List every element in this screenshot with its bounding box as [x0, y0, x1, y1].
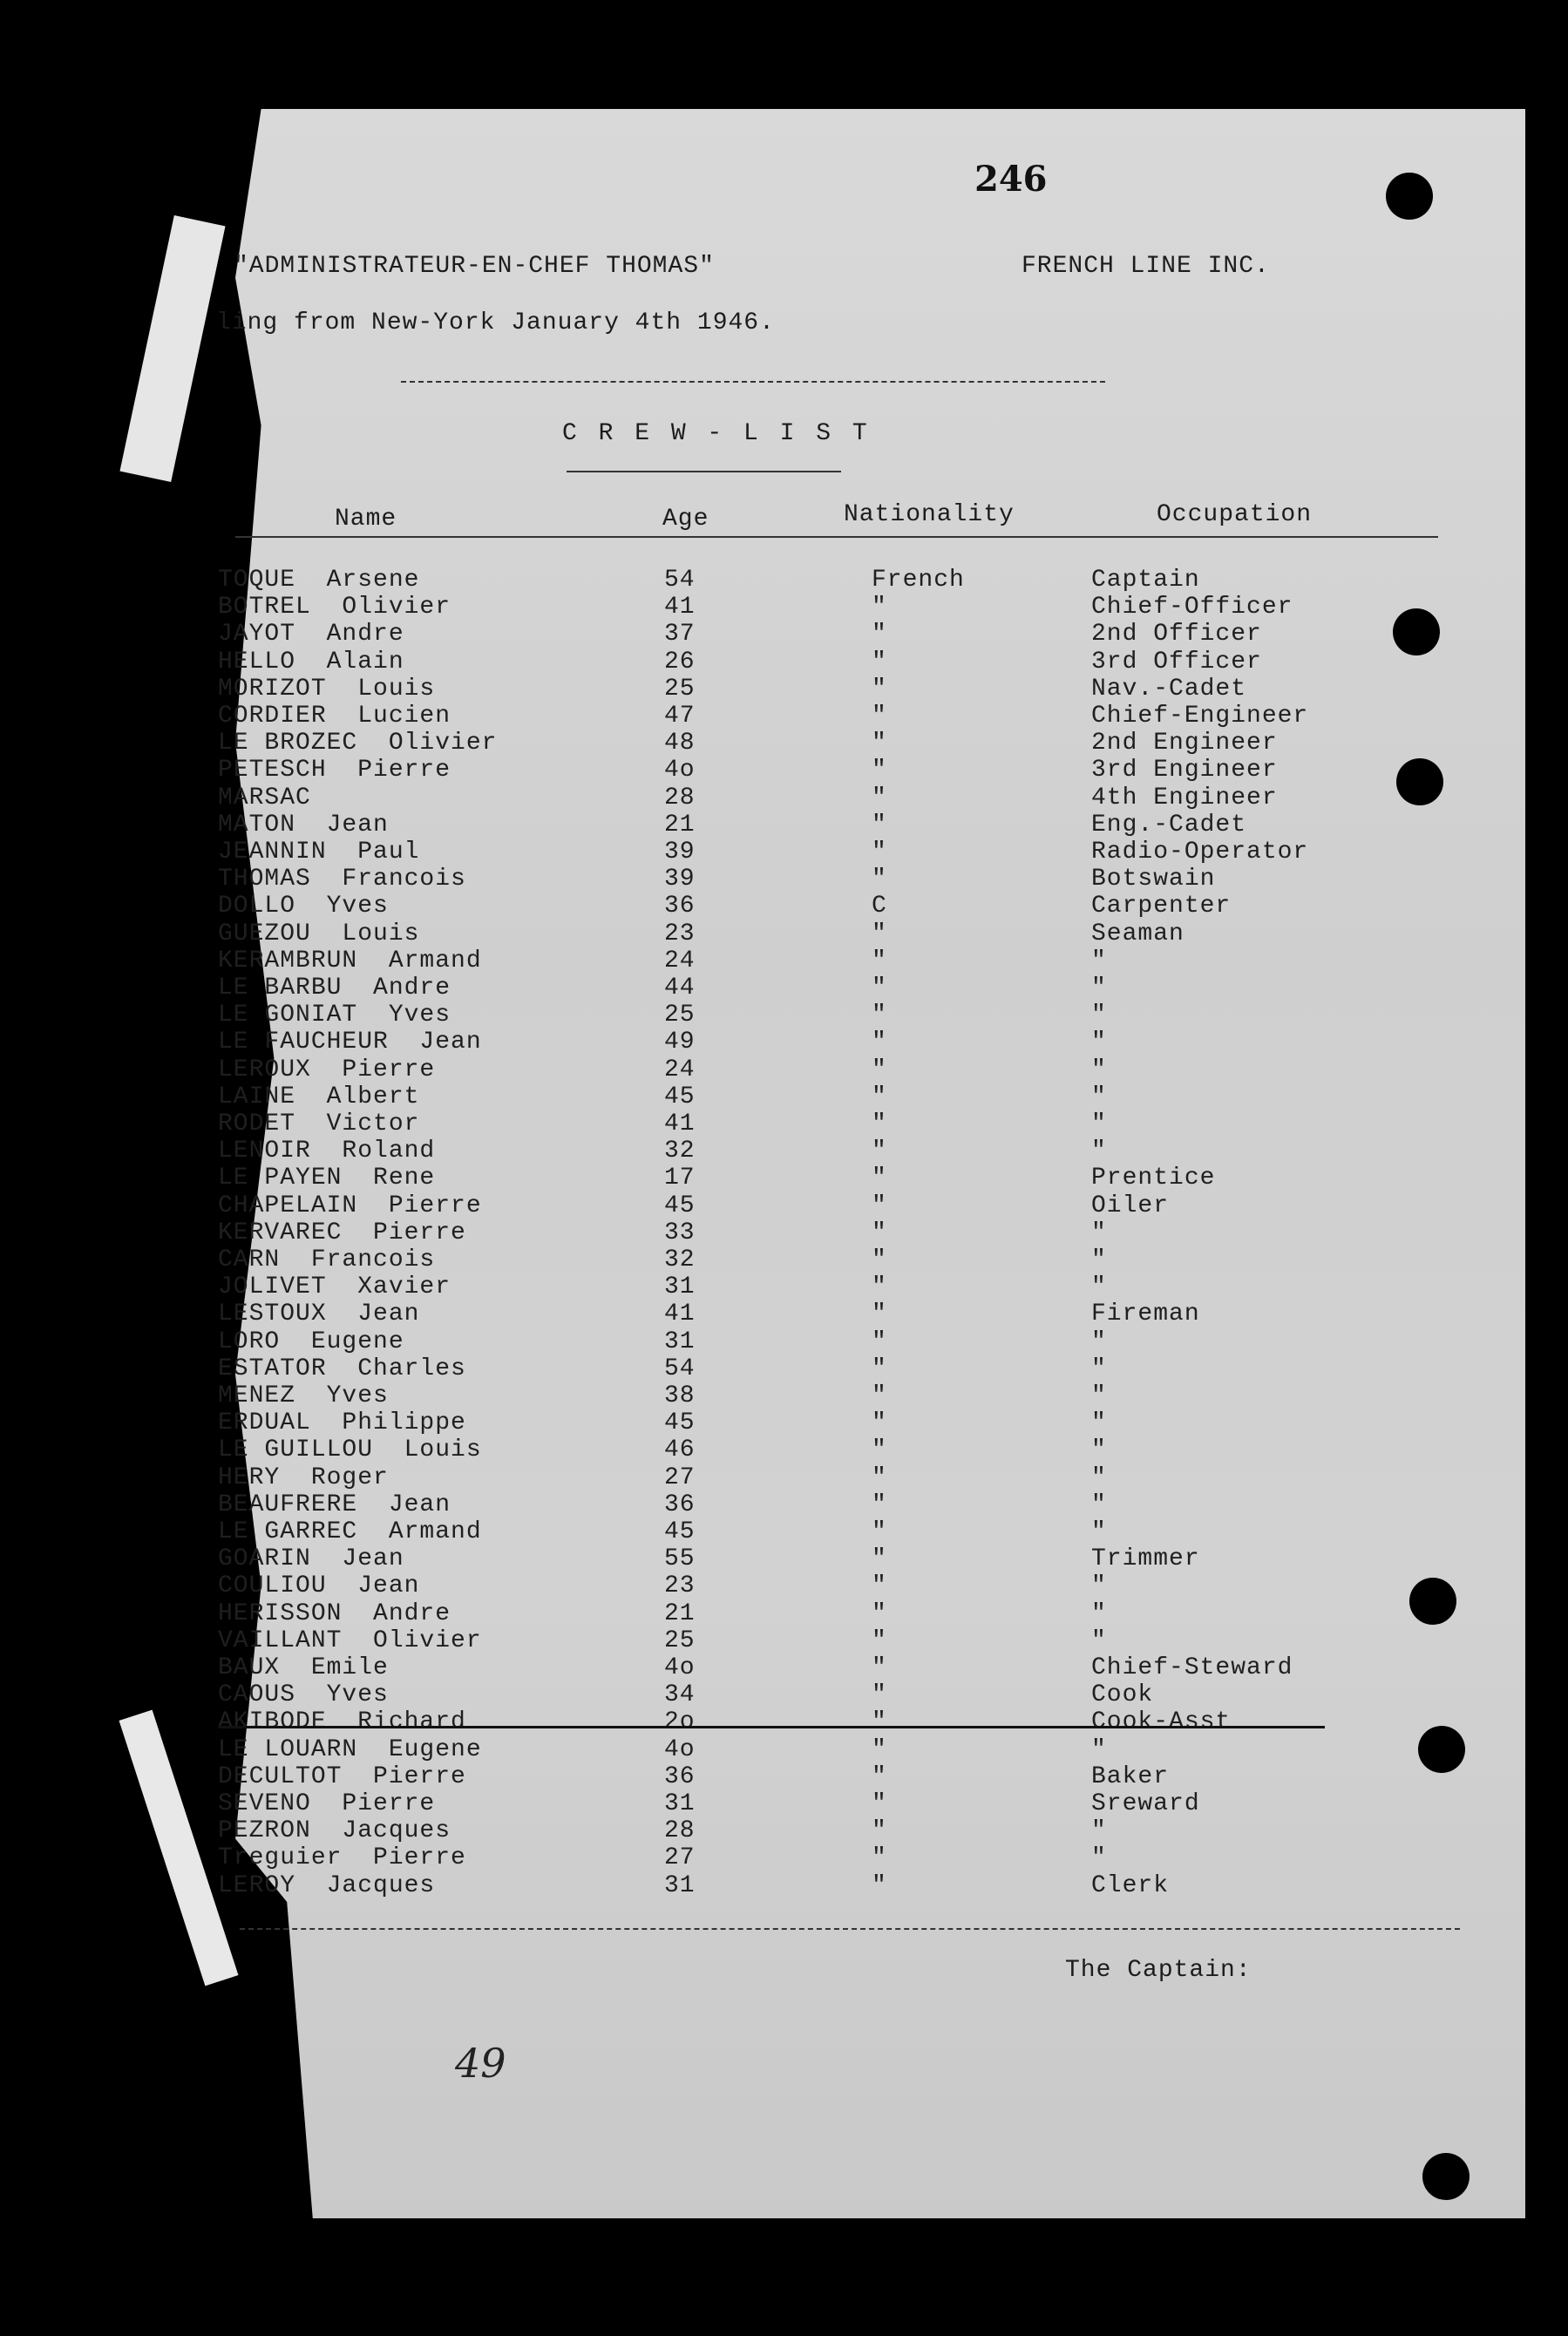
- crew-nationality: ": [872, 1518, 887, 1545]
- crew-nationality: ": [872, 1409, 887, 1437]
- crew-name: SEVENO Pierre: [218, 1790, 436, 1817]
- crew-age: 55: [664, 1545, 696, 1573]
- crew-nationality: ": [872, 1871, 887, 1899]
- crew-occupation: 3rd Engineer: [1091, 757, 1278, 784]
- crew-age: 39: [664, 839, 696, 866]
- crew-age: 41: [664, 594, 696, 621]
- crew-occupation: Prentice: [1091, 1165, 1216, 1192]
- crew-age: 4o: [664, 757, 696, 784]
- crew-age: 44: [664, 974, 696, 1002]
- crew-nationality: C: [872, 893, 887, 920]
- crew-name: CAOUS Yves: [218, 1681, 389, 1709]
- crew-name: LE BARBU Andre: [218, 974, 451, 1002]
- header-rule: [235, 536, 1438, 538]
- crew-nationality: ": [872, 1192, 887, 1219]
- crew-occupation: Chief-Engineer: [1091, 703, 1309, 730]
- crew-occupation: ": [1091, 1817, 1107, 1845]
- crew-age: 37: [664, 621, 696, 649]
- crew-age: 2o: [664, 1708, 696, 1736]
- crew-occupation: ": [1091, 1735, 1107, 1763]
- crew-age: 41: [664, 1110, 696, 1137]
- crew-name: GUEZOU Louis: [218, 920, 420, 947]
- crew-age: 46: [664, 1436, 696, 1464]
- crew-age: 39: [664, 866, 696, 893]
- crew-occupation: 3rd Officer: [1091, 648, 1262, 676]
- crew-name: PEZRON Jacques: [218, 1817, 451, 1845]
- crew-occupation: ": [1091, 1002, 1107, 1029]
- crew-age: 31: [664, 1790, 696, 1817]
- crew-nationality: ": [872, 784, 887, 811]
- crew-nationality: ": [872, 1137, 887, 1165]
- crew-occupation: ": [1091, 1219, 1107, 1246]
- punch-hole: [1422, 2153, 1470, 2200]
- crew-occupation: ": [1091, 1463, 1107, 1491]
- crew-name: LORO Eugene: [218, 1328, 404, 1355]
- crew-occupation: Nav.-Cadet: [1091, 675, 1247, 703]
- crew-age: 25: [664, 1626, 696, 1654]
- crew-name: LENOIR Roland: [218, 1137, 436, 1165]
- crew-age: 27: [664, 1463, 696, 1491]
- punch-hole: [1393, 608, 1440, 655]
- crew-occupation: ": [1091, 1844, 1107, 1872]
- crew-nationality: ": [872, 730, 887, 757]
- crew-name: THOMAS Francois: [218, 866, 466, 893]
- crew-nationality: ": [872, 1626, 887, 1654]
- crew-nationality: ": [872, 1110, 887, 1137]
- crew-name: LEROY Jacques: [218, 1871, 436, 1899]
- crew-name: CARN Francois: [218, 1246, 436, 1273]
- crew-name: BAUX Emile: [218, 1654, 389, 1681]
- crew-nationality: ": [872, 1056, 887, 1083]
- crew-name: MENEZ Yves: [218, 1382, 389, 1409]
- crew-nationality: ": [872, 1165, 887, 1192]
- crew-name: LE FAUCHEUR Jean: [218, 1029, 482, 1056]
- crew-name: TOQUE Arsene: [218, 567, 420, 594]
- crew-occupation: ": [1091, 1572, 1107, 1600]
- crew-nationality: ": [872, 703, 887, 730]
- page-number: 246: [974, 159, 1048, 200]
- crew-age: 36: [664, 1491, 696, 1518]
- crew-occupation: Clerk: [1091, 1871, 1170, 1899]
- crew-name: KERVAREC Pierre: [218, 1219, 466, 1246]
- crew-occupation: Radio-Operator: [1091, 839, 1309, 866]
- crew-occupation: ": [1091, 1110, 1107, 1137]
- crew-occupation: Captain: [1091, 567, 1200, 594]
- crew-nationality: ": [872, 594, 887, 621]
- document-title: C R E W - L I S T: [562, 420, 871, 447]
- crew-occupation: ": [1091, 1246, 1107, 1273]
- crew-occupation: 2nd Engineer: [1091, 730, 1278, 757]
- crew-age: 36: [664, 1762, 696, 1790]
- crew-occupation: Cook-Asst: [1091, 1708, 1232, 1736]
- crew-age: 38: [664, 1382, 696, 1409]
- crew-age: 31: [664, 1871, 696, 1899]
- crew-occupation: Oiler: [1091, 1192, 1170, 1219]
- crew-occupation: ": [1091, 1056, 1107, 1083]
- crew-nationality: ": [872, 920, 887, 947]
- crew-occupation: 2nd Officer: [1091, 621, 1262, 649]
- crew-nationality: ": [872, 1708, 887, 1736]
- crew-nationality: ": [872, 1844, 887, 1872]
- crew-age: 33: [664, 1219, 696, 1246]
- crew-name: MARSAC: [218, 784, 311, 811]
- crew-name: LE GUILLOU Louis: [218, 1436, 482, 1464]
- crew-occupation: ": [1091, 1355, 1107, 1382]
- crew-nationality: ": [872, 621, 887, 649]
- crew-name: LE PAYEN Rene: [218, 1165, 436, 1192]
- crew-name: DECULTOT Pierre: [218, 1762, 466, 1790]
- crew-age: 45: [664, 1192, 696, 1219]
- crew-age: 25: [664, 675, 696, 703]
- crew-nationality: ": [872, 1790, 887, 1817]
- crew-occupation: 4th Engineer: [1091, 784, 1278, 811]
- punch-hole: [1409, 1578, 1456, 1625]
- crew-name: CHAPELAIN Pierre: [218, 1192, 482, 1219]
- handwritten-mark: 49: [455, 2040, 506, 2087]
- crew-name: MATON Jean: [218, 811, 389, 839]
- captain-label: The Captain:: [1065, 1957, 1252, 1984]
- crew-age: 45: [664, 1518, 696, 1545]
- crew-occupation: ": [1091, 1328, 1107, 1355]
- crew-name: RODET Victor: [218, 1110, 420, 1137]
- crew-age: 21: [664, 1599, 696, 1627]
- crew-occupation: Sreward: [1091, 1790, 1200, 1817]
- crew-nationality: ": [872, 1029, 887, 1056]
- crew-name: HELLO Alain: [218, 648, 404, 676]
- punch-hole: [1396, 758, 1443, 805]
- crew-name: LE GONIAT Yves: [218, 1002, 451, 1029]
- bottom-rule: [240, 1928, 1460, 1930]
- crew-name: LE GARREC Armand: [218, 1518, 482, 1545]
- crew-age: 27: [664, 1844, 696, 1872]
- crew-nationality: ": [872, 1762, 887, 1790]
- crew-occupation: ": [1091, 1518, 1107, 1545]
- crew-nationality: ": [872, 1681, 887, 1709]
- crew-name: PETESCH Pierre: [218, 757, 451, 784]
- crew-nationality: ": [872, 648, 887, 676]
- crew-age: 32: [664, 1246, 696, 1273]
- crew-nationality: ": [872, 1599, 887, 1627]
- crew-occupation: ": [1091, 1491, 1107, 1518]
- crew-occupation: Cook: [1091, 1681, 1154, 1709]
- header-nationality: Nationality: [844, 501, 1015, 528]
- crew-name: JOLIVET Xavier: [218, 1273, 451, 1301]
- crew-occupation: ": [1091, 1029, 1107, 1056]
- crew-age: 26: [664, 648, 696, 676]
- crew-name: LE LOUARN Eugene: [218, 1735, 482, 1763]
- crew-age: 23: [664, 1572, 696, 1600]
- crew-nationality: ": [872, 1219, 887, 1246]
- crew-age: 41: [664, 1300, 696, 1328]
- crew-nationality: ": [872, 1817, 887, 1845]
- crew-nationality: ": [872, 839, 887, 866]
- crew-occupation: Fireman: [1091, 1300, 1200, 1328]
- crew-occupation: ": [1091, 1409, 1107, 1437]
- crew-occupation: ": [1091, 1436, 1107, 1464]
- crew-name: LEROUX Pierre: [218, 1056, 436, 1083]
- punch-hole: [1386, 173, 1433, 220]
- crew-nationality: ": [872, 1491, 887, 1518]
- crew-name: HERY Roger: [218, 1463, 389, 1491]
- crew-nationality: ": [872, 1382, 887, 1409]
- crew-nationality: ": [872, 1246, 887, 1273]
- crew-age: 54: [664, 567, 696, 594]
- crew-nationality: ": [872, 866, 887, 893]
- crew-occupation: Carpenter: [1091, 893, 1232, 920]
- crew-occupation: ": [1091, 1382, 1107, 1409]
- crew-nationality: ": [872, 1572, 887, 1600]
- title-underline: [567, 471, 841, 472]
- crew-nationality: ": [872, 1654, 887, 1681]
- crew-nationality: ": [872, 974, 887, 1002]
- crew-nationality: ": [872, 1463, 887, 1491]
- crew-occupation: ": [1091, 1599, 1107, 1627]
- crew-occupation: Baker: [1091, 1762, 1170, 1790]
- crew-age: 54: [664, 1355, 696, 1382]
- crew-age: 49: [664, 1029, 696, 1056]
- crew-name: GOARIN Jean: [218, 1545, 404, 1573]
- crew-name: AKIBODE Richard: [218, 1708, 466, 1736]
- crew-age: 24: [664, 947, 696, 974]
- company-name: FRENCH LINE INC.: [1022, 253, 1270, 280]
- crew-occupation: Seaman: [1091, 920, 1184, 947]
- crew-nationality: ": [872, 675, 887, 703]
- crew-age: 28: [664, 1817, 696, 1845]
- crew-occupation: ": [1091, 1626, 1107, 1654]
- crew-age: 47: [664, 703, 696, 730]
- crew-occupation: Chief-Steward: [1091, 1654, 1293, 1681]
- strikethrough-line: [218, 1726, 1325, 1728]
- crew-age: 4o: [664, 1735, 696, 1763]
- crew-nationality: ": [872, 1355, 887, 1382]
- crew-age: 34: [664, 1681, 696, 1709]
- header-name: Name: [335, 506, 397, 533]
- crew-nationality: ": [872, 1436, 887, 1464]
- crew-nationality: ": [872, 1273, 887, 1301]
- crew-name: DOLLO Yves: [218, 893, 389, 920]
- crew-nationality: ": [872, 1545, 887, 1573]
- crew-name: MORIZOT Louis: [218, 675, 436, 703]
- crew-nationality: ": [872, 947, 887, 974]
- crew-age: 45: [664, 1409, 696, 1437]
- crew-age: 32: [664, 1137, 696, 1165]
- crew-nationality: ": [872, 1002, 887, 1029]
- crew-age: 24: [664, 1056, 696, 1083]
- torn-edge: [119, 215, 225, 482]
- crew-age: 31: [664, 1273, 696, 1301]
- crew-name: Treguier Pierre: [218, 1844, 466, 1872]
- crew-name: HERISSON Andre: [218, 1599, 451, 1627]
- crew-name: LE BROZEC Olivier: [218, 730, 498, 757]
- crew-age: 17: [664, 1165, 696, 1192]
- crew-occupation: Trimmer: [1091, 1545, 1200, 1573]
- crew-occupation: ": [1091, 974, 1107, 1002]
- crew-name: ESTATOR Charles: [218, 1355, 466, 1382]
- crew-age: 36: [664, 893, 696, 920]
- crew-age: 45: [664, 1083, 696, 1110]
- header-age: Age: [662, 506, 709, 533]
- crew-name: ERDUAL Philippe: [218, 1409, 466, 1437]
- crew-age: 25: [664, 1002, 696, 1029]
- header-occupation: Occupation: [1157, 501, 1313, 528]
- crew-age: 4o: [664, 1654, 696, 1681]
- crew-nationality: ": [872, 811, 887, 839]
- crew-name: JEANNIN Paul: [218, 839, 420, 866]
- crew-nationality: ": [872, 1083, 887, 1110]
- crew-age: 23: [664, 920, 696, 947]
- crew-age: 28: [664, 784, 696, 811]
- crew-name: JAYOT Andre: [218, 621, 404, 649]
- crew-name: LESTOUX Jean: [218, 1300, 420, 1328]
- sailing-line: ling from New-York January 4th 1946.: [216, 309, 775, 336]
- crew-name: BOTREL Olivier: [218, 594, 451, 621]
- crew-nationality: ": [872, 1735, 887, 1763]
- ship-name: "ADMINISTRATEUR-EN-CHEF THOMAS": [234, 253, 715, 280]
- crew-occupation: ": [1091, 947, 1107, 974]
- dash-divider: [401, 381, 1105, 383]
- crew-occupation: Eng.-Cadet: [1091, 811, 1247, 839]
- crew-name: CORDIER Lucien: [218, 703, 451, 730]
- crew-age: 21: [664, 811, 696, 839]
- crew-name: VAILLANT Olivier: [218, 1626, 482, 1654]
- crew-name: COULIOU Jean: [218, 1572, 420, 1600]
- crew-name: BEAUFRERE Jean: [218, 1491, 451, 1518]
- crew-age: 31: [664, 1328, 696, 1355]
- crew-name: LAINE Albert: [218, 1083, 420, 1110]
- crew-occupation: Chief-Officer: [1091, 594, 1293, 621]
- punch-hole: [1418, 1726, 1465, 1773]
- crew-nationality: ": [872, 1328, 887, 1355]
- crew-occupation: Botswain: [1091, 866, 1216, 893]
- crew-occupation: ": [1091, 1273, 1107, 1301]
- crew-occupation: ": [1091, 1137, 1107, 1165]
- crew-nationality: ": [872, 1300, 887, 1328]
- crew-name: KERAMBRUN Armand: [218, 947, 482, 974]
- crew-nationality: ": [872, 757, 887, 784]
- crew-occupation: ": [1091, 1083, 1107, 1110]
- crew-nationality: French: [872, 567, 965, 594]
- crew-age: 48: [664, 730, 696, 757]
